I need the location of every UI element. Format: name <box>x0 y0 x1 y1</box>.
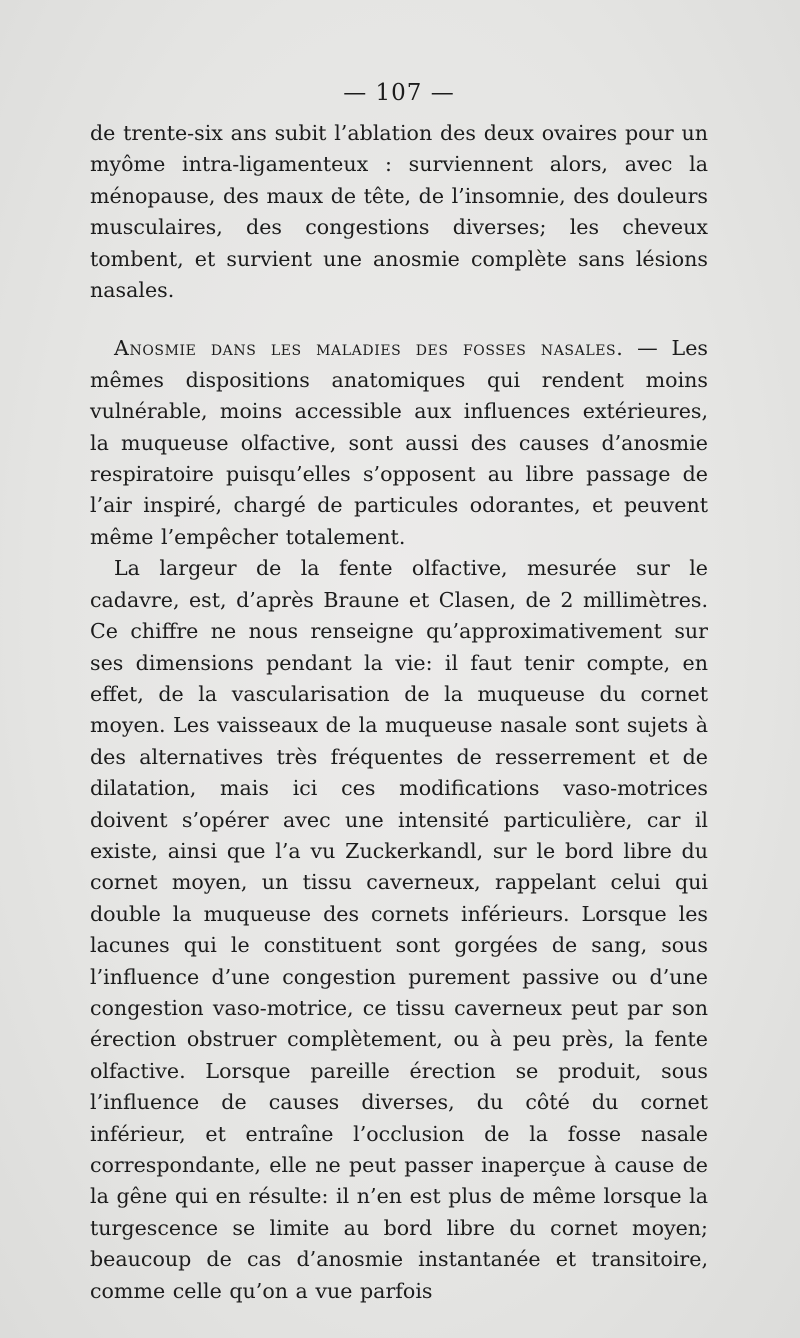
book-page <box>90 78 708 1307</box>
paragraph-2-text: — Les mêmes dispositions anatomiques qui rendent moins vulnérable, moins accessible aux influences extérieures, la muqueuse olfactive, sont aussi des causes d’anosmie respiratoire puisqu’elles s’opposent au libre passage de l’air inspiré, chargé de particules odorantes, et peuvent même l’empêcher totalement. <box>90 336 708 549</box>
page-number: — 107 — <box>343 80 455 106</box>
paragraph-2 <box>90 333 708 553</box>
paragraph-3: La largeur de la fente olfactive, mesurée sur le cadavre, est, d’après Braune et Clasen, de 2 millimètres. Ce chiffre ne nous renseigne qu’approximativement sur ses dimensions pendant la vie: il faut tenir compte, en effet, de la vascularisation de la muqueuse du cornet moyen. Les vaisseaux de la muqueuse nasale sont sujets à des alternatives très fréquentes de resserrement et de dilatation, mais ici ces modifications vaso-motrices doivent s’opérer avec une intensité particulière, car il existe, ainsi que l’a vu Zuckerkandl, sur le bord libre du cornet moyen, un tissu caverneux, rappelant celui qui double la muqueuse des cornets inférieurs. Lorsque les lacunes qui le constituent sont gorgées de sang, sous l’influence d’une congestion purement passive ou d’une congestion vaso-motrice, ce tissu caverneux peut par son érection obstruer complètement, ou à peu près, la fente olfactive. Lorsque pareille érection se produit, sous l’influence de causes diverses, du côté du cornet inférieur, et entraîne l’occlusion de la fosse nasale correspondante, elle ne peut passer inaperçue à cause de la gêne qui en résulte: il n’en est plus de même lorsque la turgescence se limite au bord libre du cornet moyen; beaucoup de cas d’anosmie instantanée et transitoire, comme celle qu’on a vue parfois <box>90 556 708 1303</box>
paragraph-1: de trente-six ans subit l’ablation des deux ovaires pour un myôme intra-ligamenteux : surviennent alors, avec la ménopause, des maux de tête, de l’insomnie, des douleurs musculaires, des congestions diverses; les cheveux tombent, et survient une anosmie complète sans lésions nasales. <box>90 121 708 303</box>
section-heading: Anosmie dans les maladies des fosses nasales. <box>114 336 624 361</box>
section-gap <box>90 306 708 333</box>
